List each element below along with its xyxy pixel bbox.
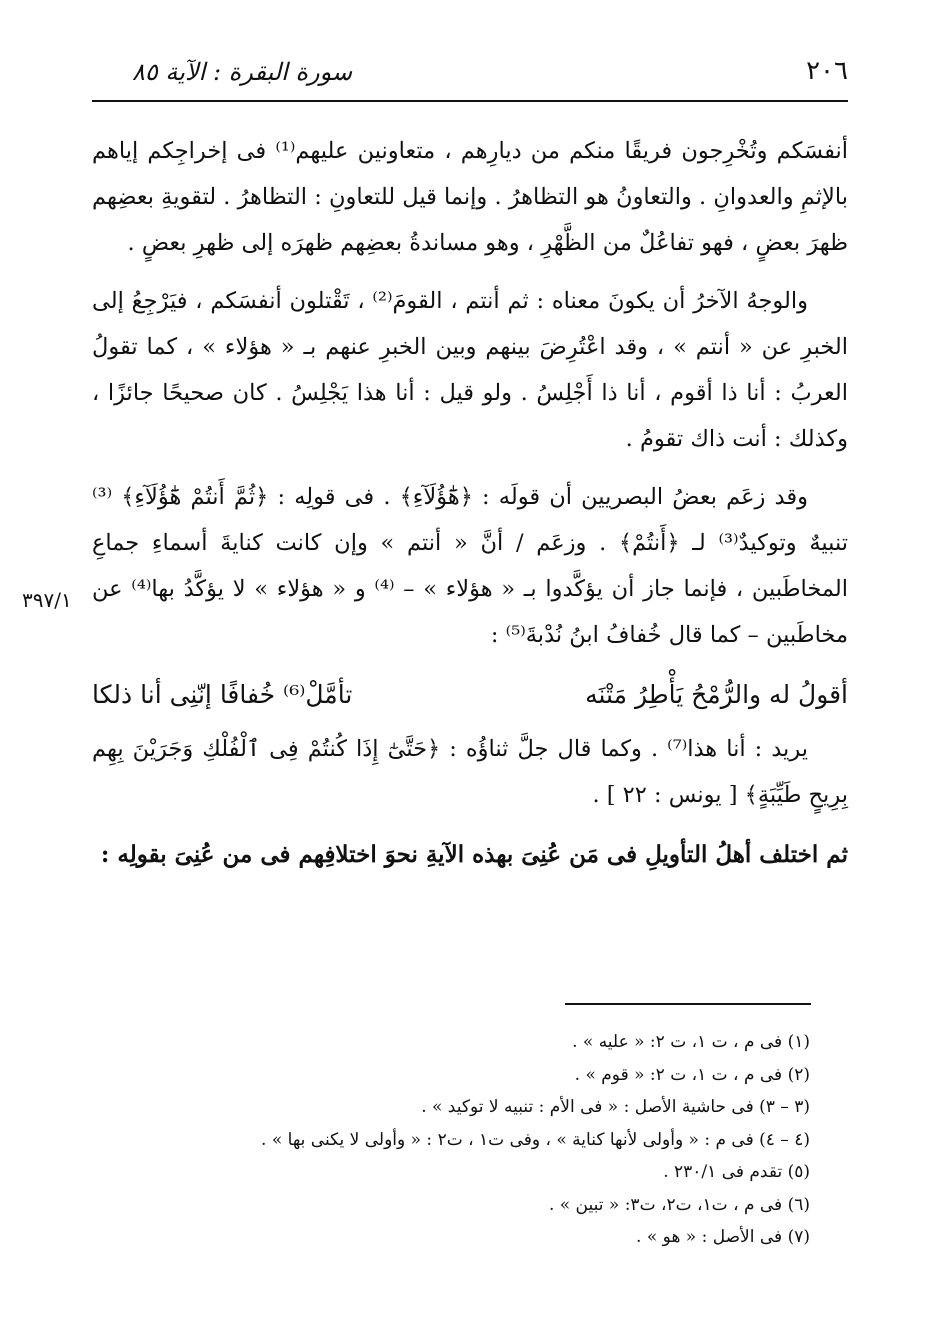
- footnote: (٦) فى م ، ت١، ت٢، ت٣: « تبين » .: [548, 1194, 810, 1215]
- paragraph-3: وقد زعَم بعضُ البصريين أن قولَه : ﴿هَٰٓؤُلَآءِ﴾ . فى قولِه : ﴿ثُمَّ أَنتُمْ هَٰٓؤُلَآءِ﴾ ⁽³⁾ تنبيهٌ وتوكيدٌ⁽³⁾ لـ ﴿أَنتُمْ﴾ . وزعَم / أنَّ « أنتم » وإن كانت كنايةَ أسماءِ جماعِ المخاطَبين ، فإنما جاز أن يؤكَّدوا بـ « هؤلاء » – ⁽⁴⁾ و « هؤلاء » لا يؤكَّدُ بها⁽⁴⁾ عن مخاطَبين – كما قال خُفافُ ابنُ نُدْبةَ⁽⁵⁾ :: [92, 484, 849, 648]
- footnote: (٤ – ٤) فى م : « وأولى لأنها كناية » ، وفى ت١ ، ت٢ : « وأولى لا يكنى بها » .: [261, 1129, 810, 1150]
- paragraph-1: أنفسَكم وتُخْرِجون فريقًا منكم من ديارِهم ، متعاونين عليهم⁽¹⁾ فى إخراجِكم إياهم بالإثمِ والعدوانِ . والتعاونُ هو التظاهرُ . وإنما قيل للتعاونِ : التظاهرُ . لتقويةِ بعضِهم ظهرَ بعضٍ ، فهو تفاعُلٌ من الظَّهْرِ ، وهو مساندةُ بعضِهم ظهرَه إلى ظهرِ بعضٍ .: [92, 138, 848, 256]
- page-number: ٢٠٦: [806, 56, 848, 86]
- paragraph-5: ثم اختلف أهلُ التأويلِ فى مَن عُنِىَ بهذه الآيةِ نحوَ اختلافِهم فى من عُنِىَ بقولِه :: [100, 841, 848, 868]
- footnote: (٧) فى الأصل : « هو » .: [636, 1227, 810, 1247]
- footnote: (٥) تقدم فى ٢٣٠/١ .: [663, 1162, 810, 1182]
- footnote: (٢) فى م ، ت ١، ت ٢: « قوم » .: [574, 1064, 810, 1085]
- header-rule: [92, 100, 848, 102]
- margin-reference: ٣٩٧/١: [22, 588, 72, 612]
- verse-second-hemistich: تأمَّلْ⁽⁶⁾ خُفافًا إنّنِى أنا ذلكا: [92, 680, 353, 709]
- page-header: [92, 52, 848, 98]
- main-text: [92, 128, 848, 890]
- paragraph-2: والوجهُ الآخرُ أن يكونَ معناه : ثم أنتم ، القومَ⁽²⁾ ، تَقْتلون أنفسَكم ، فيَرْجِعُ إلى الخبرِ عن « أنتم » ، وقد اعْتُرِضَ بينهم وبين الخبرِ عنهم بـ « هؤلاء » ، كما تقولُ العربُ : أنا ذا أقوم ، أنا ذا أَجْلِسُ . ولو قيل : أنا هذا يَجْلِسُ . كان صحيحًا جائزًا ، وكذلك : أنت ذاك تقومُ .: [92, 288, 848, 452]
- verse-first-hemistich: أقولُ له والرُّمْحُ يَأْطِرُ مَتْنَه: [585, 680, 848, 709]
- footnote: (٣ – ٣) فى حاشية الأصل : « فى الأم : تنبيه لا توكيد » .: [421, 1097, 810, 1117]
- running-title: سورة البقرة : الآية ٨٥: [132, 58, 353, 86]
- paragraph-4: يريد : أنا هذا⁽⁷⁾ . وكما قال جلَّ ثناؤُه : ﴿حَتَّىٰٓ إِذَا كُنتُمْ فِى ٱلْفُلْكِ وَجَرَيْنَ بِهِم بِرِيحٍ طَيِّبَةٍ﴾ [ يونس : ٢٢ ] .: [92, 736, 848, 808]
- poetry-verse: [92, 670, 848, 720]
- footnote: (١) فى م ، ت ١، ت ٢: « عليه » .: [572, 1032, 810, 1052]
- footnote-rule: [565, 1003, 811, 1005]
- footnotes: [92, 1026, 810, 1254]
